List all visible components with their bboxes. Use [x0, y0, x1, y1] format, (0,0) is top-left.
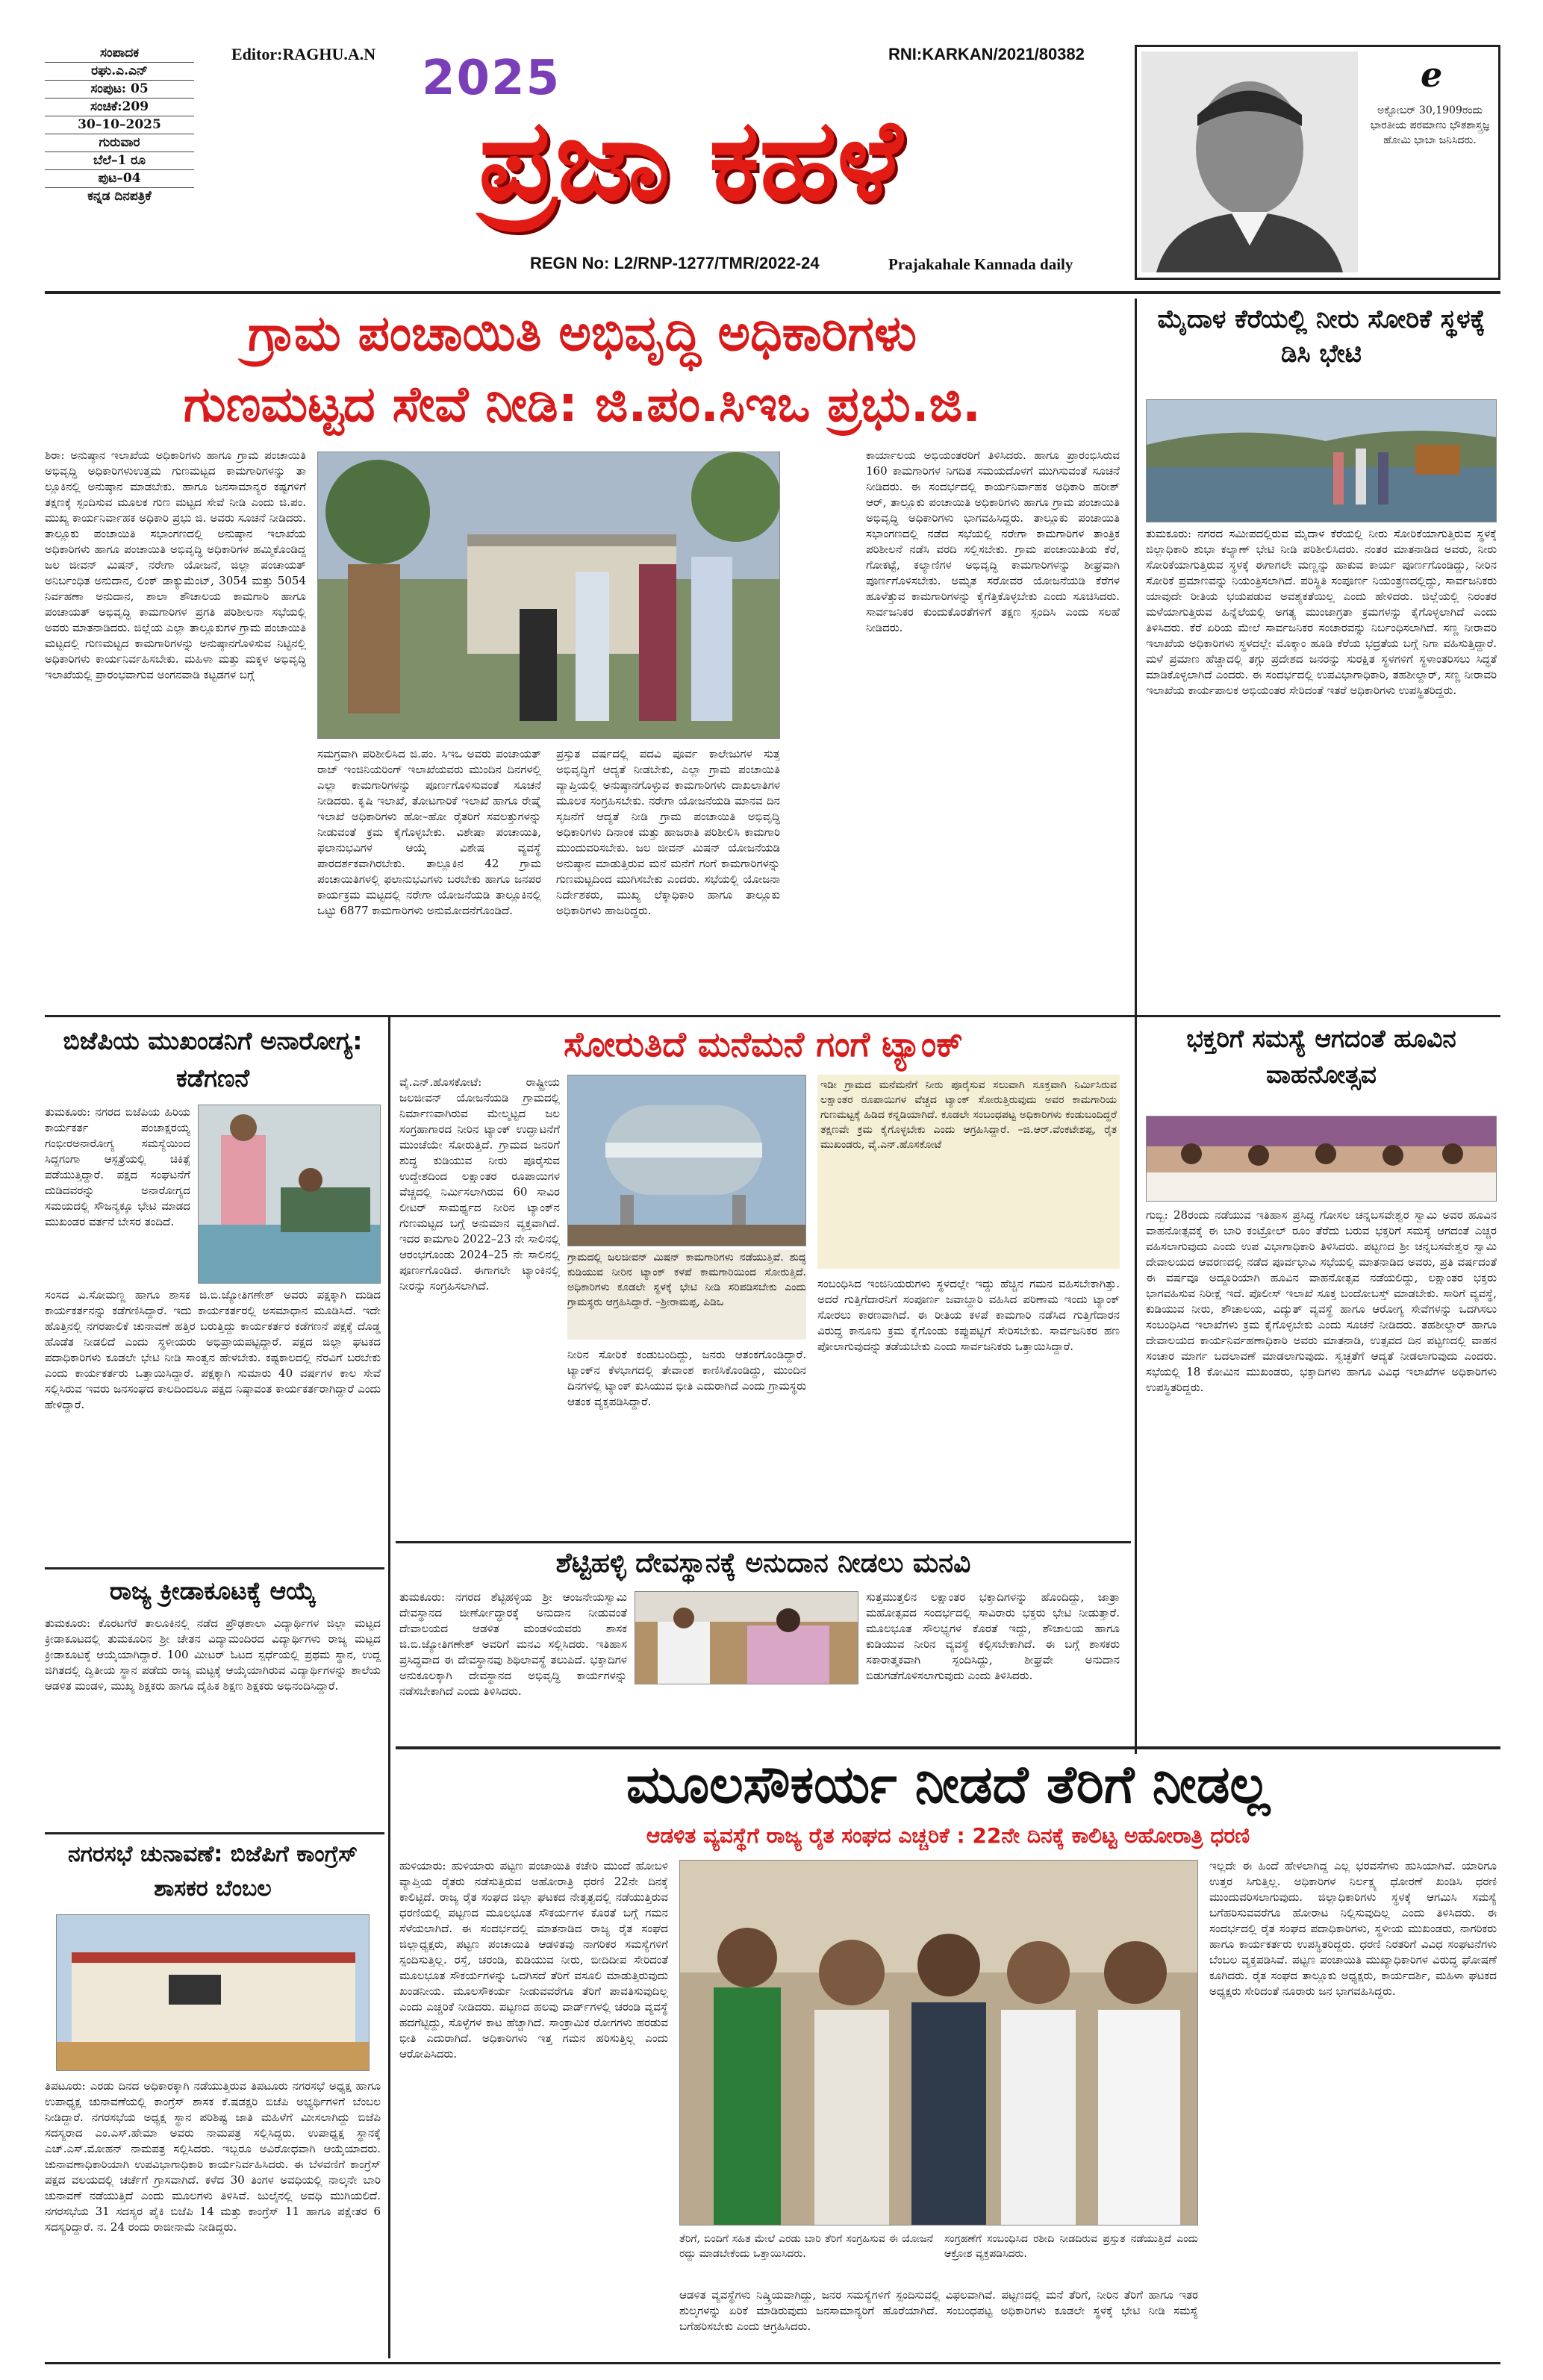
- farm-photo: [679, 1860, 1198, 2226]
- band-rule-2: [396, 1746, 1500, 1749]
- water-column-a: ವೈ.ಎನ್.ಹೊಸಕೋಟೆ: ರಾಷ್ಟ್ರೀಯ ಜಲಜೀವನ್ ಯೋಜನೆಯಡಿ ಗ್ರಾಮದಲ್ಲಿ ನಿರ್ಮಾಣವಾಗಿರುವ ಮೇಲ್ಮಟ್ಟದ ಜಲ ಸಂಗ್ರಹಾಗಾರದ ನೀರಿನ ಟ್ಯಾಂಕ್ ಉದ್ಘಾಟನೆಗೆ ಮುಂಚೆಯೇ ಸೋರುತ್ತಿದೆ. ಗ್ರಾಮದ ಜನರಿಗೆ ಶುದ್ಧ ಕುಡಿಯುವ ನೀರು ಪೂರೈಸುವ ಉದ್ದೇಶದಿಂದ ಲಕ್ಷಾಂತರ ರೂಪಾಯಿಗಳ ವೆಚ್ಚದಲ್ಲಿ ನಿರ್ಮಿಸಲಾಗಿರುವ 60 ಸಾವಿರ ಲೀಟರ್ ಸಾಮರ್ಥ್ಯದ ನೀರಿನ ಟ್ಯಾಂಕ್‌ನ ಗುಣಮಟ್ಟದ ಬಗ್ಗೆ ಅನುಮಾನ ವ್ಯಕ್ತವಾಗಿದೆ. ಇದರ ಕಾಮಗಾರಿ 2022–23 ನೇ ಸಾಲಿನಲ್ಲಿ ಆರಂಭಗೊಂಡು 2024–25 ನೇ ಸಾಲಿನಲ್ಲಿ ಪೂರ್ಣಗೊಂಡಿದೆ. ಈಗಾಗಲೇ ಟ್ಯಾಂಕಿನಲ್ಲಿ ನೀರನ್ನು ಸಂಗ್ರಹಿಸಲಾಗಿದೆ.: [399, 1075, 560, 1293]
- edition-line: ಸಂಚಿಕೆ:209: [45, 99, 194, 116]
- edition-line: ಕನ್ನಡ ದಿನಪತ್ರಿಕೆ: [87, 189, 152, 204]
- bottom-rule: [45, 2362, 1500, 2364]
- lead-column-4: ಕಾರ್ಯಾಲಯ ಅಭಿಯಂತರರಿಗೆ ತಿಳಿಸಿದರು. ಹಾಗೂ ಪ್ರಾರಂಭಿಸಿರುವ 160 ಕಾಮಗಾರಿಗಳ ನಿಗದಿತ ಸಮಯದೊಳಗೆ ಮುಗಿಸುವಂತೆ ಸೂಚನೆ ನೀಡಿದರು. ಈ ಸಂದರ್ಭದಲ್ಲಿ ಕಾರ್ಯನಿರ್ವಾಹಕ ಅಧಿಕಾರಿ ಹರೀಶ್ ಆರ್, ತಾಲ್ಲೂಕು ಪಂಚಾಯಿತಿ ಅಧಿಕಾರಿಗಳು ಹಾಗೂ ಗ್ರಾಮ ಪಂಚಾಯಿತಿ ಅಭಿವೃದ್ಧಿ ಅಧಿಕಾರಿಗಳು ಭಾಗವಹಿಸಿದ್ದರು. ತಾಲ್ಲೂಕು ಪಂಚಾಯಿತಿ ಸಭಾಂಗಣದಲ್ಲಿ ನಡೆದ ಸಭೆಯಲ್ಲಿ ನರೇಗಾ ಕಾಮಗಾರಿಗಳ ತಾಂತ್ರಿಕ ಪರಿಶೀಲನೆ ನಡೆಸಿ ವರದಿ ಸಲ್ಲಿಸಬೇಕು. ಗ್ರಾಮ ಪಂಚಾಯಿತಿಯ ಕೆರೆ, ಗೋಕಟ್ಟೆ, ಕಲ್ಯಾಣಿಗಳ ಅಭಿವೃದ್ಧಿ ಕಾಮಗಾರಿಗಳನ್ನು ಶೀಘ್ರವಾಗಿ ಪೂರ್ಣಗೊಳಿಸಬೇಕು. ಅಮೃತ ಸರೋವರ ಯೋಜನೆಯಡಿ ಕೆರೆಗಳ ಹೂಳೆತ್ತುವ ಕಾಮಗಾರಿಗಳನ್ನು ಕೈಗೆತ್ತಿಕೊಳ್ಳಬೇಕು ಎಂದು ಸೂಚಿಸಿದರು. ಸಾರ್ವಜನಿಕರ ಕುಂದುಕೊರತೆಗಳಿಗೆ ತಕ್ಷಣ ಸ್ಪಂದಿಸಿ ಎಂದು ಸಲಹೆ ನೀಡಿದರು.: [866, 449, 1120, 634]
- farm-column-a: ಹುಳಿಯಾರು: ಹುಳಿಯಾರು ಪಟ್ಟಣ ಪಂಚಾಯಿತಿ ಕಚೇರಿ ಮುಂದೆ ಹೋಬಳಿ ವ್ಯಾಪ್ತಿಯ ರೈತರು ನಡೆಸುತ್ತಿರುವ ಅಹೋರಾತ್ರಿ ಧರಣಿ 22ನೇ ದಿನಕ್ಕೆ ಕಾಲಿಟ್ಟಿದೆ. ರಾಜ್ಯ ರೈತ ಸಂಘದ ಜಿಲ್ಲಾ ಘಟಕದ ನೇತೃತ್ವದಲ್ಲಿ ನಡೆಯುತ್ತಿರುವ ಧರಣಿಯಲ್ಲಿ ಪಟ್ಟಣದ ಮೂಲಭೂತ ಸೌಕರ್ಯಗಳ ಕೊರತೆ ಬಗ್ಗೆ ಗಮನ ಸೆಳೆಯಲಾಗಿದೆ. ಈ ಸಂದರ್ಭದಲ್ಲಿ ಮಾತನಾಡಿದ ರಾಜ್ಯ ರೈತ ಸಂಘದ ಜಿಲ್ಲಾಧ್ಯಕ್ಷರು, ಪಟ್ಟಣ ಪಂಚಾಯಿತಿ ಆಡಳಿತವು ನಾಗರಿಕರ ಸಮಸ್ಯೆಗಳಿಗೆ ಸ್ಪಂದಿಸುತ್ತಿಲ್ಲ. ರಸ್ತೆ, ಚರಂಡಿ, ಕುಡಿಯುವ ನೀರು, ಬೀದಿದೀಪ ಸೇರಿದಂತೆ ಮೂಲಭೂತ ಸೌಕರ್ಯಗಳನ್ನು ಒದಗಿಸದೆ ತೆರಿಗೆ ವಸೂಲಿ ಮಾಡುತ್ತಿರುವುದು ಖಂಡನೀಯ. ಮೂಲಸೌಕರ್ಯ ನೀಡುವವರೆಗೂ ತೆರಿಗೆ ಪಾವತಿಸುವುದಿಲ್ಲ ಎಂದು ಎಚ್ಚರಿಕೆ ನೀಡಿದರು. ಪಟ್ಟಣದ ಹಲವು ವಾರ್ಡ್‌ಗಳಲ್ಲಿ ಚರಂಡಿ ವ್ಯವಸ್ಥೆ ಹದಗೆಟ್ಟಿದ್ದು, ಸೊಳ್ಳೆಗಳ ಕಾಟ ಹೆಚ್ಚಾಗಿದೆ. ಸಾಂಕ್ರಾಮಿಕ ರೋಗಗಳು ಹರಡುವ ಭೀತಿ ಎದುರಾಗಿದೆ. ಅಧಿಕಾರಿಗಳು ಇತ್ತ ಗಮನ ಹರಿಸುತ್ತಿಲ್ಲ ಎಂದು ಆರೋಪಿಸಿದರು.: [399, 1859, 668, 2061]
- edition-line: ರಘು.ಎ.ಎನ್: [45, 63, 194, 81]
- edition-line: ಬೆಲೆ–1 ರೂ: [45, 152, 194, 170]
- farm-photo-caption: ತೆರಿಗೆ, ಬಿಂದಿಗೆ ಸಹಿತ ಮೇಲೆ ಎರಡು ಬಾರಿ ತೆರಿಗೆ ಸಂಗ್ರಹಿಸುವ ಈ ಯೋಜನೆ ರದ್ದು ಮಾಡಬೇಕೆಂದು ಒತ್ತಾಯಿಸಿದರು.: [679, 2233, 933, 2260]
- sports-body: ತುಮಕೂರು: ಕೊರಟಗೆರೆ ತಾಲೂಕಿನಲ್ಲಿ ನಡೆದ ಪ್ರೌಢಶಾಲಾ ವಿದ್ಯಾರ್ಥಿಗಳ ಜಿಲ್ಲಾ ಮಟ್ಟದ ಕ್ರೀಡಾಕೂಟದಲ್ಲಿ ತುಮಕೂರಿನ ಶ್ರೀ ಚೇತನ ವಿದ್ಯಾಮಂದಿರದ ವಿದ್ಯಾರ್ಥಿಗಳು ರಾಜ್ಯ ಮಟ್ಟದ ಕ್ರೀಡಾಕೂಟಕ್ಕೆ ಆಯ್ಕೆಯಾಗಿದ್ದಾರೆ. 100 ಮೀಟರ್ ಓಟದ ಸ್ಪರ್ಧೆಯಲ್ಲಿ ಪ್ರಥಮ ಸ್ಥಾನ, ಉದ್ದ ಜಿಗಿತದಲ್ಲಿ ದ್ವಿತೀಯ ಸ್ಥಾನ ಪಡೆದು ರಾಜ್ಯ ಮಟ್ಟಕ್ಕೆ ಆಯ್ಕೆಯಾಗಿರುವ ವಿದ್ಯಾರ್ಥಿಗಳನ್ನು ಶಾಲೆಯ ಆಡಳಿತ ಮಂಡಳಿ, ಮುಖ್ಯ ಶಿಕ್ಷಕರು ಹಾಗೂ ದೈಹಿಕ ಶಿಕ್ಷಣ ಶಿಕ್ಷಕರು ಅಭಿನಂದಿಸಿದ್ದಾರೆ.: [45, 1617, 381, 1693]
- edition-line: ಸಂಪುಟ: 05: [45, 81, 194, 99]
- water-column-b: ಸಂಬಂಧಿಸಿದ ಇಂಜಿನಿಯರುಗಳು ಸ್ಥಳದಲ್ಲೇ ಇದ್ದು ಹೆಚ್ಚಿನ ಗಮನ ವಹಿಸಬೇಕಾಗಿತ್ತು. ಅದರೆ ಗುತ್ತಿಗೆದಾರನಿಗೆ ಸಂಪೂರ್ಣ ಜವಾಬ್ದಾರಿ ವಹಿಸಿದ ಪರಿಣಾಮ ಇಂದು ಟ್ಯಾಂಕ್ ಸೋರಲು ಕಾರಣವಾಗಿದೆ. ಈ ರೀತಿಯ ಕಳಪೆ ಕಾಮಗಾರಿ ನಡೆಸಿದ ಗುತ್ತಿಗೆದಾರನ ವಿರುದ್ಧ ಕಾನೂನು ಕ್ರಮ ಕೈಗೊಂಡು ಕಪ್ಪುಪಟ್ಟಿಗೆ ಸೇರಿಸಬೇಕು. ಸಾರ್ವಜನಿಕರ ಹಣ ಪೋಲಾಗುವುದನ್ನು ತಡೆಯಬೇಕು ಎಂದು ಸಾರ್ವಜನಿಕರು ಒತ್ತಾಯಿಸಿದ್ದಾರೆ.: [817, 1277, 1120, 1353]
- water-photo-caption: ಗ್ರಾಮದಲ್ಲಿ ಜಲಜೀವನ್ ಮಿಷನ್ ಕಾಮಗಾರಿಗಳು ನಡೆಯುತ್ತಿವೆ. ಶುದ್ಧ ಕುಡಿಯುವ ನೀರಿನ ಟ್ಯಾಂಕ್ ಕಳಪೆ ಕಾಮಗಾರಿಯಿಂದ ಸೋರುತ್ತಿದೆ. ಅಧಿಕಾರಿಗಳು ಕೂಡಲೇ ಸ್ಥಳಕ್ಕೆ ಭೇಟಿ ನೀಡಿ ಸರಿಪಡಿಸಬೇಕು ಎಂದು ಗ್ರಾಮಸ್ಥರು ಆಗ್ರಹಿಸಿದ್ದಾರೆ. –ಶ್ರೀರಾಮಪ್ಪ, ಪಿಡಿಒ: [567, 1250, 806, 1340]
- lead-headline-2: ಗುಣಮಟ್ಟದ ಸೇವೆ ನೀಡಿ: ಜಿ.ಪಂ.ಸಿಇಒ ಪ್ರಭು.ಜಿ.: [183, 375, 982, 433]
- temple-column-a: ತುಮಕೂರು: ನಗರದ ಶೆಟ್ಟಿಹಳ್ಳಿಯ ಶ್ರೀ ಆಂಜನೇಯಸ್ವಾಮಿ ದೇವಸ್ಥಾನದ ಜೀರ್ಣೋದ್ಧಾರಕ್ಕೆ ಅನುದಾನ ನೀಡುವಂತೆ ದೇವಾಲಯದ ಆಡಳಿತ ಮಂಡಳಿಯವರು ಶಾಸಕ ಜಿ.ಬಿ.ಜ್ಯೋತಿಗಣೇಶ್ ಅವರಿಗೆ ಮನವಿ ಸಲ್ಲಿಸಿದರು. ಇತಿಹಾಸ ಪ್ರಸಿದ್ಧವಾದ ಈ ದೇವಸ್ಥಾನವು ಶಿಥಿಲಾವಸ್ಥೆ ತಲುಪಿದೆ. ಭಕ್ತಾದಿಗಳ ಅನುಕೂಲಕ್ಕಾಗಿ ದೇವಸ್ಥಾನದ ಅಭಿವೃದ್ಧಿ ಕಾರ್ಯಗಳನ್ನು ನಡೆಸಬೇಕಾಗಿದೆ ಎಂದು ತಿಳಿಸಿದರು.: [399, 1590, 627, 1698]
- lead-divider: [1135, 299, 1137, 1754]
- side1-headline: ಮೈದಾಳ ಕೆರೆಯಲ್ಲಿ ನೀರು ಸೋರಿಕೆ ಸ್ಥಳಕ್ಕೆ ಡಿಸಿ ಭೇಟಿ: [1157, 304, 1486, 369]
- e-logo: e: [1421, 54, 1443, 95]
- bjp-body-top: ತುಮಕೂರು: ನಗರದ ಬಿಜೆಪಿಯ ಹಿರಿಯ ಕಾರ್ಯಕರ್ತ ಪಂಚಾಕ್ಷರಯ್ಯ ಗಂಭೀರಅನಾರೋಗ್ಯ ಸಮಸ್ಯೆಯಿಂದ ಸಿದ್ದಗಂಗಾ ಆಸ್ಪತ್ರೆಯಲ್ಲಿ ಚಿಕಿತ್ಸೆ ಪಡೆಯುತ್ತಿದ್ದಾರೆ. ಪಕ್ಷದ ಸಂಘಟನೆಗೆ ದುಡಿದವರನ್ನು ಅನಾರೋಗ್ಯದ ಸಮಯದಲ್ಲಿ ಸೌಜನ್ಯಕ್ಕೂ ಭೇಟಿ ಮಾಡದ ಮುಖಂಡರ ವರ್ತನೆ ಬೇಸರ ತಂದಿದೆ.: [45, 1105, 190, 1228]
- election-photo: [56, 1914, 370, 2071]
- edition-line: 30–10–2025: [45, 116, 194, 134]
- lead-photo: [317, 452, 780, 739]
- edition-line: ಪುಟ–04: [45, 170, 194, 188]
- temple-column-b: ಸುತ್ತಮುತ್ತಲಿನ ಲಕ್ಷಾಂತರ ಭಕ್ತಾದಿಗಳನ್ನು ಹೊಂದಿದ್ದು, ಜಾತ್ರಾ ಮಹೋತ್ಸವದ ಸಂದರ್ಭದಲ್ಲಿ ಸಾವಿರಾರು ಭಕ್ತರು ಭೇಟಿ ನೀಡುತ್ತಾರೆ. ಮೂಲಭೂತ ಸೌಲಭ್ಯಗಳ ಕೊರತೆ ಇದ್ದು, ಶೌಚಾಲಯ ಹಾಗೂ ಕುಡಿಯುವ ನೀರಿನ ವ್ಯವಸ್ಥೆ ಕಲ್ಪಿಸಬೇಕಾಗಿದೆ. ಈ ಬಗ್ಗೆ ಶಾಸಕರು ಸಕಾರಾತ್ಮಕವಾಗಿ ಸ್ಪಂದಿಸಿದ್ದು, ಶೀಘ್ರವೇ ಅನುದಾನ ಬಿಡುಗಡೆಗೊಳಿಸಲಾಗುವುದು ಎಂದು ತಿಳಿಸಿದರು.: [866, 1590, 1120, 1682]
- side1-body: ತುಮಕೂರು: ನಗರದ ಸಮೀಪದಲ್ಲಿರುವ ಮೈದಾಳ ಕೆರೆಯಲ್ಲಿ ನೀರು ಸೋರಿಕೆಯಾಗುತ್ತಿರುವ ಸ್ಥಳಕ್ಕೆ ಜಿಲ್ಲಾಧಿಕಾರಿ ಶುಭಾ ಕಲ್ಯಾಣ್ ಭೇಟಿ ನೀಡಿ ಪರಿಶೀಲಿಸಿದರು. ನಂತರ ಮಾತನಾಡಿದ ಅವರು, ನೀರು ಸೋರಿಕೆಯಾಗುತ್ತಿರುವ ಸ್ಥಳಕ್ಕೆ ಈಗಾಗಲೇ ಮಣ್ಣನ್ನು ಹಾಕುವ ಕಾರ್ಯ ಪೂರ್ಣಗೊಂಡಿದ್ದು, ನೀರಿನ ಸೋರಿಕೆ ಪ್ರಮಾಣವನ್ನು ನಿಯಂತ್ರಿಸಲಾಗಿದೆ. ಪರಿಸ್ಥಿತಿ ಸಂಪೂರ್ಣ ನಿಯಂತ್ರಣದಲ್ಲಿದ್ದು, ಸಾರ್ವಜನಿಕರು ಯಾವುದೇ ರೀತಿಯ ಭಯಪಡುವ ಅವಶ್ಯಕತೆಯಿಲ್ಲ ಎಂದು ಹೇಳಿದರು. ಜಿಲ್ಲೆಯಲ್ಲಿ ನಿರಂತರ ಮಳೆಯಾಗುತ್ತಿರುವ ಹಿನ್ನೆಲೆಯಲ್ಲಿ ಅಗತ್ಯ ಮುಂಜಾಗ್ರತಾ ಕ್ರಮಗಳನ್ನು ಕೈಗೊಳ್ಳಲಾಗಿದೆ ಎಂದು ತಿಳಿಸಿದರು. ಕೆರೆ ಏರಿಯ ಮೇಲೆ ಸಾರ್ವಜನಿಕರ ಸಂಚಾರವನ್ನು ನಿರ್ಬಂಧಿಸಲಾಗಿದೆ. ಸಣ್ಣ ನೀರಾವರಿ ಇಲಾಖೆಯ ಅಧಿಕಾರಿಗಳು ಸ್ಥಳದಲ್ಲೇ ಮೊಕ್ಕಾಂ ಹೂಡಿ ಕೆರೆಯ ಭದ್ರತೆಯ ಬಗ್ಗೆ ನಿಗಾ ವಹಿಸುತ್ತಿದ್ದಾರೆ. ಮಳೆ ಪ್ರಮಾಣ ಹೆಚ್ಚಾದಲ್ಲಿ ತಗ್ಗು ಪ್ರದೇಶದ ಜನರನ್ನು ಸುರಕ್ಷಿತ ಸ್ಥಳಗಳಿಗೆ ಸ್ಥಳಾಂತರಿಸಲು ಸಿದ್ಧತೆ ಮಾಡಿಕೊಳ್ಳಲಾಗಿದೆ ಎಂದರು. ಈ ಸಂದರ್ಭದಲ್ಲಿ ಉಪವಿಭಾಗಾಧಿಕಾರಿ, ತಹಶೀಲ್ದಾರ್, ಸಣ್ಣ ನೀರಾವರಿ ಇಲಾಖೆಯ ಕಾರ್ಯಪಾಲಕ ಅಭಿಯಂತರ ಸೇರಿದಂತೆ ಇತರೆ ಅಧಿಕಾರಿಗಳು ಉಪಸ್ಥಿತರಿದ್ದರು.: [1146, 527, 1497, 697]
- temple-headline: ಶೆಟ್ಟಿಹಳ್ಳಿ ದೇವಸ್ಥಾನಕ್ಕೆ ಅನುದಾನ ನೀಡಲು ಮನವಿ: [555, 1548, 971, 1578]
- left-rule-1: [45, 1567, 384, 1570]
- lead-column-2: ಸಮಗ್ರವಾಗಿ ಪರಿಶೀಲಿಸಿದ ಜಿ.ಪಂ. ಸಿಇಒ ಅವರು ಪಂಚಾಯತ್ ರಾಜ್ ಇಂಜಿನಿಯರಿಂಗ್ ಇಲಾಖೆಯವರು ಮುಂದಿನ ದಿನಗಳಲ್ಲಿ ಎಲ್ಲಾ ಕಾಮಗಾರಿಗಳನ್ನು ಪೂರ್ಣಗೊಳಿಸುವಂತೆ ಸೂಚನೆ ನೀಡಿದರು. ಕೃಷಿ ಇಲಾಖೆ, ತೋಟಗಾರಿಕೆ ಇಲಾಖೆ ಹಾಗೂ ರೇಷ್ಮೆ ಇಲಾಖೆ ಅಧಿಕಾರಿಗಳು ಹೋ–ಹೋ ರೈತರಿಗೆ ಸವಲತ್ತುಗಳನ್ನು ನೀಡುವಂತೆ ಕ್ರಮ ಕೈಗೊಳ್ಳಬೇಕು. ವಿಶೇಷಾ ಪಂಚಾಯಿತಿ, ಫಲಾನುಭವಿಗಳ ಆಯ್ಕೆ ವಿಶೇಷ ವ್ಯವಸ್ಥೆ ಪಾರದರ್ಶಕವಾಗಿರಬೇಕು. ತಾಲ್ಲೂಕಿನ 42 ಗ್ರಾಮ ಪಂಚಾಯಿತಿಗಳಲ್ಲಿ ಫಲಾನುಭವಿಗಳು ಬರಬೇಕು ಹಾಗೂ ಜನಪರ ಕಾರ್ಯಕ್ರಮ ಮಟ್ಟದಲ್ಲಿ ನರೇಗಾ ಯೋಜನೆಯಡಿ ತಾಲ್ಲೂಕಿನಲ್ಲಿ ಒಟ್ಟು 6877 ಕಾಮಗಾರಿಗಳು ಅನುಮೋದನೆಗೊಂಡಿದೆ.: [317, 747, 541, 917]
- left-rule-2: [45, 1832, 384, 1834]
- election-headline: ನಗರಸಭೆ ಚುನಾವಣೆ: ಬಿಜೆಪಿಗೆ ಕಾಂಗ್ರೆಸ್ ಶಾಸಕರ ಬೆಂಬಲ: [67, 1841, 358, 1902]
- water-photo: [567, 1075, 806, 1246]
- lead-column-1: ಶಿರಾ: ಅನುಷ್ಠಾನ ಇಲಾಖೆಯ ಅಧಿಕಾರಿಗಳು ಹಾಗೂ ಗ್ರಾಮ ಪಂಚಾಯಿತಿ ಅಭಿವೃದ್ಧಿ ಅಧಿಕಾರಿಗಳುಉತ್ತಮ ಗುಣಮಟ್ಟದ ಕಾಮಗಾರಿಗಳನ್ನು ತಾ ಲ್ಲೂಕಿನಲ್ಲಿ ಅನುಷ್ಠಾನ ಮಾಡಬೇಕು. ಹಾಗೂ ಜನಸಾಮಾನ್ಯರ ಕಷ್ಟಗಳಿಗೆ ತಕ್ಷಣಕ್ಕೆ ಸ್ಪಂದಿಸುವ ಮೂಲಕ ಗುಣ ಮಟ್ಟದ ಸೇವೆ ನೀಡಿ ಎಂದು ಜಿ.ಪಂ. ಮುಖ್ಯ ಕಾರ್ಯನಿರ್ವಾಹಕ ಅಧಿಕಾರಿ ಪ್ರಭು ಜಿ. ಅವರು ಸೂಚನೆ ನೀಡಿದರು. ತಾಲ್ಲೂಕು ಪಂಚಾಯಿತಿ ಸಭಾಂಗಣದಲ್ಲಿ ಅನುಷ್ಠಾನ ಇಲಾಖೆಯ ಅಧಿಕಾರಿಗಳು ಹಾಗೂ ಪಂಚಾಯಿತಿ ಅಭಿವೃದ್ಧಿ ಅಧಿಕಾರಿಗಳ ಹಮ್ಮಿಕೊಂಡಿದ್ದ ಜಲ ಜೀವನ್ ಮಿಷನ್, ನರೇಗಾ ಯೋಜನೆ, ಜಿಲ್ಲಾ ಪಂಚಾಯತ್ ಅನಿರ್ಬಂಧಿತ ಅನುದಾನ, ಲಿಂಕ್ ಡಾಕ್ಯುಮೆಂಟ್, 3054 ಮತ್ತು 5054 ನಿರ್ವಹಣಾ ಅನುದಾನ, ಶಾಲಾ ಶೌಚಾಲಯ ಕಾಮಗಾರಿ ಹಾಗೂ ಪಂಚಾಯತ್ ಅಭಿವೃದ್ಧಿ ಕಾಮಗಾರಿಗಳ ಪ್ರಗತಿ ಪರಿಶೀಲನಾ ಸಭೆಯಲ್ಲಿ ಅವರು ಮಾತನಾಡಿದರು. ಜಿಲ್ಲೆಯ ಎಲ್ಲಾ ತಾಲ್ಲೂಕುಗಳ ಗ್ರಾಮ ಪಂಚಾಯಿತಿ ಮಟ್ಟದಲ್ಲಿ ಗುಣಮಟ್ಟದ ಕಾಮಗಾರಿಗಳನ್ನು ಅನುಷ್ಠಾನಗೊಳಿಸುವ ನಿಟ್ಟಿನಲ್ಲಿ ಅಧಿಕಾರಿಗಳು ಕಾರ್ಯನಿರ್ವಹಿಸಬೇಕು. ಮಹಿಳಾ ಮತ್ತು ಮಕ್ಕಳ ಅಭಿವೃದ್ಧಿ ಇಲಾಖೆಯಲ್ಲಿ ಪ್ರಾರಂಭವಾಗುವ ಅಂಗನವಾಡಿ ಕಟ್ಟಡಗಳ ಬಗ್ಗೆ: [45, 449, 306, 681]
- temple-photo: [635, 1591, 858, 1684]
- lead-headline-1: ಗ್ರಾಮ ಪಂಚಾಯಿತಿ ಅಭಿವೃದ್ಧಿ ಅಧಿಕಾರಿಗಳು: [247, 304, 917, 362]
- farm-subhead: ಆಡಳಿತ ವ್ಯವಸ್ಥೆಗೆ ರಾಜ್ಯ ರೈತ ಸಂಘದ ಎಚ್ಚರಿಕೆ : 22ನೇ ದಿನಕ್ಕೆ ಕಾಲಿಟ್ಟ ಅಹೋರಾತ್ರಿ ಧರಣಿ: [646, 1823, 1250, 1848]
- year-badge: 2025: [422, 51, 561, 106]
- farm-column-b: ಆಡಳಿತ ವ್ಯವಸ್ಥೆಗಳು ನಿಷ್ಕ್ರಿಯವಾಗಿದ್ದು, ಜನರ ಸಮಸ್ಯೆಗಳಿಗೆ ಸ್ಪಂದಿಸುವಲ್ಲಿ ವಿಫಲವಾಗಿವೆ. ಪಟ್ಟಣದಲ್ಲಿ ಮನೆ ತೆರಿಗೆ, ನೀರಿನ ತೆರಿಗೆ ಹಾಗೂ ಇತರ ಶುಲ್ಕಗಳನ್ನು ಏರಿಕೆ ಮಾಡಿರುವುದು ಜನಸಾಮಾನ್ಯರಿಗೆ ಹೊರೆಯಾಗಿದೆ. ಸಂಬಂಧಪಟ್ಟ ಅಧಿಕಾರಿಗಳು ಕೂಡಲೇ ಸ್ಥಳಕ್ಕೆ ಭೇಟಿ ನೀಡಿ ಸಮಸ್ಯೆ ಬಗೆಹರಿಸಬೇಕು ಎಂದು ಆಗ್ರಹಿಸಿದರು.: [679, 2288, 1198, 2333]
- farm-photo-caption-right: ಸಂಗ್ರಹಣೆಗೆ ಸಂಬಂಧಿಸಿದ ರಶೀದಿ ನೀಡದಿರುವ ಪ್ರಸ್ತುತ ನಡೆಯುತ್ತಿದೆ ಎಂದು ಆಕ್ರೋಶ ವ್ಯಕ್ತಪಡಿಸಿದರು.: [944, 2233, 1198, 2260]
- edition-line: ಗುರುವಾರ: [45, 134, 194, 152]
- side1-photo: [1146, 399, 1497, 522]
- election-body: ತಿಪಟೂರು: ಎರಡು ದಿನದ ಅಧಿಕಾರಕ್ಕಾಗಿ ನಡೆಯುತ್ತಿರುವ ತಿಪಟೂರು ನಗರಸಭೆ ಅಧ್ಯಕ್ಷ ಹಾಗೂ ಉಪಾಧ್ಯಕ್ಷ ಚುನಾವಣೆಯಲ್ಲಿ ಕಾಂಗ್ರೆಸ್ ಶಾಸಕ ಕೆ.ಷಡಕ್ಷರಿ ಬಿಜೆಪಿ ಅಭ್ಯರ್ಥಿಗಳಿಗೆ ಬೆಂಬಲ ನೀಡಿದ್ದಾರೆ. ನಗರಸಭೆಯ ಅಧ್ಯಕ್ಷ ಸ್ಥಾನ ಪರಿಶಿಷ್ಟ ಜಾತಿ ಮಹಿಳೆಗೆ ಮೀಸಲಾಗಿದ್ದು ಬಿಜೆಪಿ ಸದಸ್ಯರಾದ ಎಂ.ಎಸ್.ಹೇಮಾ ಅವರು ನಾಮಪತ್ರ ಸಲ್ಲಿಸಿದ್ದರು. ಉಪಾಧ್ಯಕ್ಷ ಸ್ಥಾನಕ್ಕೆ ಎಚ್.ಎಸ್.ಮೋಹನ್ ನಾಮಪತ್ರ ಸಲ್ಲಿಸಿದರು. ಇಬ್ಬರೂ ಅವಿರೋಧವಾಗಿ ಆಯ್ಕೆಯಾದರು. ಚುನಾವಣಾಧಿಕಾರಿಯಾಗಿ ಉಪವಿಭಾಗಾಧಿಕಾರಿ ಕಾರ್ಯನಿರ್ವಹಿಸಿದರು. ಈ ಬೆಳವಣಿಗೆ ಕಾಂಗ್ರೆಸ್ ಪಕ್ಷದ ವಲಯದಲ್ಲಿ ಚರ್ಚೆಗೆ ಗ್ರಾಸವಾಗಿದೆ. ಕಳೆದ 30 ತಿಂಗಳ ಅವಧಿಯಲ್ಲಿ ನಾಲ್ಕನೇ ಬಾರಿ ಚುನಾವಣೆ ನಡೆಯುತ್ತಿದೆ ಎಂದು ಮೂಲಗಳು ತಿಳಿಸಿವೆ. ಜುಲೈನಲ್ಲಿ ಅವಧಿ ಮುಗಿಯಲಿದೆ. ನಗರಸಭೆಯ 31 ಸದಸ್ಯರ ಪೈಕಿ ಬಿಜೆಪಿ 14 ಮತ್ತು ಕಾಂಗ್ರೆಸ್ 11 ಹಾಗೂ ಪಕ್ಷೇತರ 6 ಸದಸ್ಯರಿದ್ದಾರೆ. ನ. 24 ರಂದು ರಾಜೀನಾಮೆ ನೀಡಿದ್ದರು.: [45, 2079, 381, 2234]
- edition-line: ಸಂಪಾದಕ: [45, 45, 194, 63]
- regn-number: REGN No: L2/RNP-1277/TMR/2022-24: [530, 254, 820, 272]
- farm-column-c: ಇಲ್ಲದೇ ಈ ಹಿಂದೆ ಹೇಳಲಾಗಿದ್ದ ಎಲ್ಲ ಭರವಸೆಗಳು ಹುಸಿಯಾಗಿವೆ. ಯಾರಿಗೂ ಉತ್ತರ ಸಿಗುತ್ತಿಲ್ಲ. ಅಧಿಕಾರಿಗಳ ನಿರ್ಲಕ್ಷ್ಯ ಧೋರಣೆ ಖಂಡಿಸಿ ಧರಣಿ ಮುಂದುವರಿಸಲಾಗುವುದು. ಜಿಲ್ಲಾಧಿಕಾರಿಗಳು ಸ್ಥಳಕ್ಕೆ ಆಗಮಿಸಿ ಸಮಸ್ಯೆ ಬಗೆಹರಿಸುವವರೆಗೂ ಹೋರಾಟ ನಿಲ್ಲಿಸುವುದಿಲ್ಲ ಎಂದು ತಿಳಿಸಿದರು. ಈ ಸಂದರ್ಭದಲ್ಲಿ ರೈತ ಸಂಘದ ಪದಾಧಿಕಾರಿಗಳು, ಸ್ಥಳೀಯ ಮುಖಂಡರು, ನಾಗರಿಕರು ಹಾಗೂ ಕಾರ್ಯಕರ್ತರು ಉಪಸ್ಥಿತರಿದ್ದರು. ಧರಣಿ ನಿರತರಿಗೆ ವಿವಿಧ ಸಂಘಟನೆಗಳು ಬೆಂಬಲ ವ್ಯಕ್ತಪಡಿಸಿವೆ. ಪಟ್ಟಣ ಪಂಚಾಯಿತಿ ಮುಖ್ಯಾಧಿಕಾರಿಗಳ ವಿರುದ್ಧ ಘೋಷಣೆ ಕೂಗಿದರು. ರೈತ ಸಂಘದ ತಾಲ್ಲೂಕು ಅಧ್ಯಕ್ಷರು, ಕಾರ್ಯದರ್ಶಿ, ಮಹಿಳಾ ಘಟಕದ ಅಧ್ಯಕ್ಷರು ಸೇರಿದಂತೆ ನೂರಾರು ಜನ ಭಾಗವಹಿಸಿದ್ದರು.: [1209, 1859, 1497, 1998]
- water-column-b-top: ಇಡೀ ಗ್ರಾಮದ ಮನೆಮನೆಗೆ ನೀರು ಪೂರೈಸುವ ಸಲುವಾಗಿ ಸೂಕ್ತವಾಗಿ ನಿರ್ಮಿಸಿರುವ ಲಕ್ಷಾಂತರ ರೂಪಾಯಿಗಳ ವೆಚ್ಚದ ಟ್ಯಾಂಕ್ ಸೋರುತ್ತಿರುವುದು ಅವರ ಕಾಮಗಾರಿಯ ಗುಣಮಟ್ಟಕ್ಕೆ ಹಿಡಿದ ಕನ್ನಡಿಯಾಗಿದೆ. ಕೂಡಲೇ ಸಂಬಂಧಪಟ್ಟ ಅಧಿಕಾರಿಗಳು ಕಂಡುಬಂದಿದ್ದರೆ ತಕ್ಷಣವೇ ಕ್ರಮ ಕೈಗೊಳ್ಳಬೇಕು ಎಂದು ಆಗ್ರಹಿಸಿದ್ದಾರೆ. –ಜಿ.ಆರ್.ವೆಂಕಟೇಶಪ್ಪ, ರೈತ ಮುಖಂಡರು, ವೈ.ಎನ್.ಹೊಸಕೋಟೆ: [817, 1075, 1120, 1269]
- bjp-photo: [198, 1105, 381, 1284]
- left-column-divider: [388, 1015, 390, 2358]
- sports-headline: ರಾಜ್ಯ ಕ್ರೀಡಾಕೂಟಕ್ಕೆ ಆಯ್ಕೆ: [109, 1576, 317, 1605]
- portrait-photo: [1141, 51, 1358, 272]
- farm-headline: ಮೂಲಸೌಕರ್ಯ ನೀಡದೆ ತೆರಿಗೆ ನೀಡಲ್ಲ: [626, 1754, 1271, 1815]
- masthead-rule: [45, 291, 1500, 294]
- rni-number: RNI:KARKAN/2021/80382: [888, 45, 1085, 63]
- bjp-headline: ಬಿಜೆಪಿಯ ಮುಖಂಡನಿಗೆ ಅನಾರೋಗ್ಯ: ಕಡೆಗಣನೆ: [63, 1026, 363, 1093]
- editor-name: Editor:RAGHU.A.N: [231, 45, 376, 63]
- portrait-box: [1135, 45, 1500, 280]
- side2-headline: ಭಕ್ತರಿಗೆ ಸಮಸ್ಯೆ ಆಗದಂತೆ ಹೂವಿನ ವಾಹನೋತ್ಸವ: [1186, 1024, 1456, 1089]
- tagline: Prajakahale Kannada daily: [888, 255, 1073, 273]
- side2-top-rule: [1135, 1015, 1500, 1017]
- masthead: [45, 45, 1500, 284]
- edition-info: [45, 45, 194, 205]
- mid-rule-1: [396, 1541, 1131, 1543]
- bjp-body: ಸಂಸದ ವಿ.ಸೋಮಣ್ಣ ಹಾಗೂ ಶಾಸಕ ಜಿ.ಬಿ.ಜ್ಯೋತಿಗಣೇಶ್ ಅವರು ಪಕ್ಷಕ್ಕಾಗಿ ದುಡಿದ ಕಾರ್ಯಕರ್ತನನ್ನು ಕಡೆಗಣಿಸಿದ್ದಾರೆ. ಇದು ಕಾರ್ಯಕರ್ತರಲ್ಲಿ ಅಸಮಾಧಾನ ಮೂಡಿಸಿದೆ. ಇದೇ ಹೊತ್ತಿನಲ್ಲಿ ನಗರಪಾಲಿಕೆ ಚುನಾವಣೆ ಹತ್ತಿರ ಬರುತ್ತಿದ್ದು ಕಾರ್ಯಕರ್ತರ ಕಡೆಗಣನೆ ಪಕ್ಷಕ್ಕೆ ದೊಡ್ಡ ಹೊಡೆತ ನೀಡಲಿದೆ ಎಂದು ಸ್ಥಳೀಯರು ಅಭಿಪ್ರಾಯಪಟ್ಟಿದ್ದಾರೆ. ಪಕ್ಷದ ಜಿಲ್ಲಾ ಘಟಕದ ಪದಾಧಿಕಾರಿಗಳು ಕೂಡಲೇ ಭೇಟಿ ನೀಡಿ ಸಾಂತ್ವನ ಹೇಳಬೇಕು. ಕಷ್ಟಕಾಲದಲ್ಲಿ ನೆರವಿಗೆ ಬರಬೇಕು ಎಂದು ಕಾರ್ಯಕರ್ತರು ಒತ್ತಾಯಿಸಿದ್ದಾರೆ. ಪಕ್ಷಕ್ಕಾಗಿ ಸುಮಾರು 40 ವರ್ಷಗಳ ಕಾಲ ಸೇವೆ ಸಲ್ಲಿಸಿರುವ ಇವರು ಜನಸಂಘದ ಕಾಲದಿಂದಲೂ ಪಕ್ಷದ ನಿಷ್ಠಾವಂತ ಕಾರ್ಯಕರ್ತರಾಗಿದ್ದಾರೆ ಎಂದು ಹೇಳಿದ್ದಾರೆ.: [45, 1288, 381, 1411]
- lead-column-3: ಪ್ರಸ್ತುತ ವರ್ಷದಲ್ಲಿ ಪದವಿ ಪೂರ್ವ ಕಾಲೇಜುಗಳ ಸುತ್ತ ಅಭಿವೃದ್ಧಿಗೆ ಆದ್ಯತೆ ನೀಡಬೇಕು, ಎಲ್ಲಾ ಗ್ರಾಮ ಪಂಚಾಯಿತಿ ವ್ಯಾಪ್ತಿಯಲ್ಲಿ ಅನುಷ್ಠಾನಗೊಳ್ಳುವ ಕಾಮಗಾರಿಗಳು ದಾಖಲಾತಿಗಳ ಮೂಲಕ ಸಂಗ್ರಹಿಸಬೇಕು. ನರೇಗಾ ಯೋಜನೆಯಡಿ ಮಾನವ ದಿನ ಸೃಜನೆಗೆ ಆದ್ಯತೆ ನೀಡಿ ಗ್ರಾಮ ಪಂಚಾಯಿತಿ ಅಭಿವೃದ್ಧಿ ಅಧಿಕಾರಿಗಳು ದಿನಾಂಕ ಮತ್ತು ಹಾಜರಾತಿ ಪರಿಶೀಲಿಸಿ ಕಾಮಗಾರಿ ಮುಂದುವರಿಸಬೇಕು. ಜಲ ಜೀವನ್ ಮಿಷನ್ ಯೋಜನೆಯಡಿ ಅನುಷ್ಠಾನ ಮಾಡುತ್ತಿರುವ ಮನೆ ಮನೆಗೆ ಗಂಗೆ ಕಾಮಗಾರಿಗಳನ್ನು ಗುಣಮಟ್ಟದಿಂದ ಮುಗಿಸಬೇಕು ಎಂದರು. ಸಭೆಯಲ್ಲಿ ಯೋಜನಾ ನಿರ್ದೇಶಕರು, ಮುಖ್ಯ ಲೆಕ್ಕಾಧಿಕಾರಿ ಹಾಗೂ ತಾಲ್ಲೂಕು ಅಧಿಕಾರಿಗಳು ಹಾಜರಿದ್ದರು.: [556, 747, 780, 917]
- newspaper-title: ಪ್ರಜಾ ಕಹಳೆ: [479, 96, 903, 225]
- water-bottom-left: ನೀರಿನ ಸೋರಿಕೆ ಕಂಡುಬಂದಿದ್ದು, ಜನರು ಆತಂಕಗೊಂಡಿದ್ದಾರೆ. ಟ್ಯಾಂಕ್‌ನ ಕೆಳಭಾಗದಲ್ಲಿ ತೇವಾಂಶ ಕಾಣಿಸಿಕೊಂಡಿದ್ದು, ಮುಂದಿನ ದಿನಗಳಲ್ಲಿ ಟ್ಯಾಂಕ್ ಕುಸಿಯುವ ಭೀತಿ ಎದುರಾಗಿದೆ ಎಂದು ಗ್ರಾಮಸ್ಥರು ಆತಂಕ ವ್ಯಕ್ತಪಡಿಸಿದ್ದಾರೆ.: [567, 1348, 806, 1408]
- water-headline: ಸೋರುತಿದೆ ಮನೆಮನೆ ಗಂಗೆ ಟ್ಯಾಂಕ್: [564, 1024, 963, 1064]
- side2-photo: [1146, 1116, 1497, 1202]
- portrait-caption: ಅಕ್ಟೋಬರ್ 30,1909ರಂದು ಭಾರತೀಯ ಪರಮಾಣು ಭೌತಶಾಸ್ತ್ರಜ್ಞ ಹೋಮಿ ಭಾಬಾ ಜನಿಸಿದರು.: [1370, 104, 1490, 146]
- side2-body: ಗುಬ್ಬಿ: 28ರಂದು ನಡೆಯುವ ಇತಿಹಾಸ ಪ್ರಸಿದ್ಧ ಗೋಸಲ ಚನ್ನಬಸವೇಶ್ವರ ಸ್ವಾಮಿ ಅವರ ಹೂವಿನ ವಾಹನೋತ್ಸವಕ್ಕೆ ಈ ಬಾರಿ ಕಂಟ್ರೋಲ್ ರೂಂ ತೆರೆದು ಬರುವ ಭಕ್ತರಿಗೆ ಸಮಸ್ಯೆ ಆಗದಂತೆ ಎಚ್ಚರ ವಹಿಸಲಾಗುವುದು ಎಂದು ಉಪ ವಿಭಾಗಾಧಿಕಾರಿ ತಿಳಿಸಿದರು. ಪಟ್ಟಣದ ಶ್ರೀ ಚನ್ನಬಸವೇಶ್ವರ ಸ್ವಾಮಿ ದೇವಾಲಯದ ಆವರಣದಲ್ಲಿ ನಡೆದ ಪೂರ್ವಭಾವಿ ಸಭೆಯಲ್ಲಿ ಮಾತನಾಡಿದ ಅವರು, ಪ್ರತಿ ವರ್ಷದಂತೆ ಈ ವರ್ಷವೂ ಅದ್ದೂರಿಯಾಗಿ ಹೂವಿನ ವಾಹನೋತ್ಸವ ನಡೆಯಲಿದ್ದು, ಲಕ್ಷಾಂತರ ಭಕ್ತರು ಭಾಗವಹಿಸುವ ನಿರೀಕ್ಷೆ ಇದೆ. ಪೊಲೀಸ್ ಇಲಾಖೆ ಸೂಕ್ತ ಬಂದೋಬಸ್ತ್ ಮಾಡಬೇಕು. ಸಾರಿಗೆ ವ್ಯವಸ್ಥೆ, ಕುಡಿಯುವ ನೀರು, ಶೌಚಾಲಯ, ವಿದ್ಯುತ್ ವ್ಯವಸ್ಥೆ ಹಾಗೂ ಆರೋಗ್ಯ ಸೇವೆಗಳನ್ನು ಒದಗಿಸಲು ಸಂಬಂಧಿಸಿದ ಇಲಾಖೆಗಳು ಕ್ರಮ ಕೈಗೊಳ್ಳಬೇಕು ಎಂದು ಸೂಚನೆ ನೀಡಿದರು. ತಹಶೀಲ್ದಾರ್ ಹಾಗೂ ದೇವಾಲಯದ ಕಾರ್ಯನಿರ್ವಹಣಾಧಿಕಾರಿ ಅವರು ಮಾತನಾಡಿ, ಉತ್ಸವದ ದಿನ ಪಟ್ಟಣದಲ್ಲಿ ವಾಹನ ಸಂಚಾರ ಮಾರ್ಗ ಬದಲಾವಣೆ ಮಾಡಲಾಗುವುದು. ಸ್ವಚ್ಛತೆಗೆ ಆದ್ಯತೆ ನೀಡಲಾಗುವುದು ಎಂದರು. ಸಭೆಯಲ್ಲಿ 18 ಕೋಮಿನ ಮುಖಂಡರು, ಭಕ್ತಾದಿಗಳು ಹಾಗೂ ವಿವಿಧ ಇಲಾಖೆಗಳ ಅಧಿಕಾರಿಗಳು ಉಪಸ್ಥಿತರಿದ್ದರು.: [1146, 1208, 1497, 1394]
